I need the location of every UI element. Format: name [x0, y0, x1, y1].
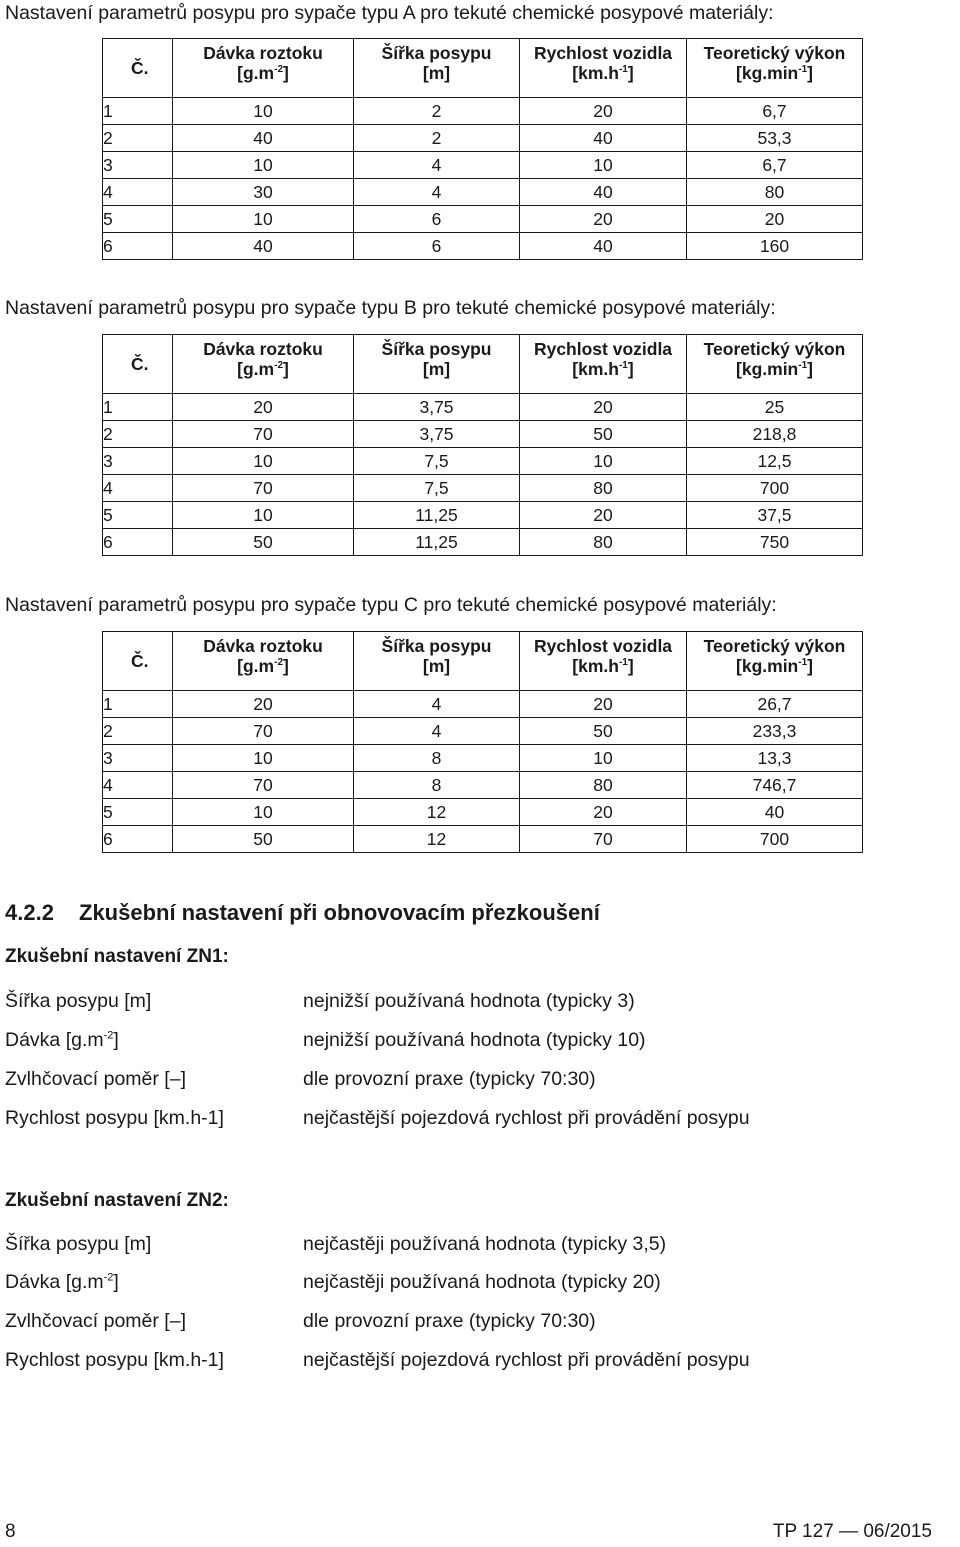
- table-cell: 53,3: [687, 125, 863, 152]
- zn2-rychlost-label: Rychlost posypu [km.h-1]: [5, 1349, 224, 1371]
- table-cell: 5: [103, 799, 173, 826]
- table-cell: 2: [103, 718, 173, 745]
- table-cell: 37,5: [687, 502, 863, 529]
- table-header-row: [103, 39, 863, 98]
- table-cell: 40: [520, 179, 687, 206]
- table-cell: 10: [173, 799, 354, 826]
- table-cell: 70: [173, 475, 354, 502]
- zn2-vlhc-label: Zvlhčovací poměr [–]: [5, 1310, 186, 1332]
- table-cell: 30: [173, 179, 354, 206]
- table-cell: 20: [520, 799, 687, 826]
- table-row: [103, 448, 863, 475]
- table-header-row: [103, 632, 863, 691]
- table-cell: 700: [687, 475, 863, 502]
- table-cell: 80: [520, 529, 687, 556]
- zn2-davka-label: Dávka $[g.m^{-2}]$: [5, 1271, 119, 1293]
- table-cell: 3,75: [354, 421, 520, 448]
- header-number: Č.: [103, 335, 173, 394]
- table-cell: 6: [354, 206, 520, 233]
- table-cell: 80: [520, 772, 687, 799]
- table-cell: 20: [173, 394, 354, 421]
- table-cell: 6: [103, 233, 173, 260]
- table-b: [102, 334, 863, 556]
- table-cell: 4: [354, 718, 520, 745]
- table-cell: 50: [520, 718, 687, 745]
- table-cell: 10: [520, 152, 687, 179]
- section-number: 4.2.2: [5, 900, 54, 925]
- table-row: [103, 179, 863, 206]
- zn2-heading: Zkušební nastavení ZN2:: [5, 1190, 229, 1211]
- table-cell: 8: [354, 772, 520, 799]
- table-cell: 11,25: [354, 529, 520, 556]
- table-cell: 3: [103, 745, 173, 772]
- header-sirka: Šířka posypu [m]: [354, 335, 520, 394]
- table-cell: 40: [520, 233, 687, 260]
- table-cell: 4: [103, 772, 173, 799]
- page-number: 8: [5, 1521, 16, 1542]
- table-cell: 2: [354, 98, 520, 125]
- table-c: [102, 631, 863, 853]
- zn1-sirka-label: Šířka posypu [m]: [5, 990, 152, 1012]
- zn1-davka-label: Dávka $[g.m^{-2}]$: [5, 1029, 119, 1051]
- table-cell: 1: [103, 394, 173, 421]
- zn1-rychlost-value: nejčastější pojezdová rychlost při provádění posypu: [303, 1107, 750, 1129]
- table-c-intro: Nastavení parametrů posypu pro sypače typu C pro tekuté chemické posypové materiály:: [5, 594, 777, 616]
- table-cell: 12,5: [687, 448, 863, 475]
- table-cell: 10: [173, 448, 354, 475]
- zn1-heading: Zkušební nastavení ZN1:: [5, 946, 229, 967]
- table-cell: 160: [687, 233, 863, 260]
- header-sirka: Šířka posypu [m]: [354, 632, 520, 691]
- table-a-intro: Nastavení parametrů posypu pro sypače typu A pro tekuté chemické posypové materiály:: [5, 2, 774, 24]
- zn1-vlhc-label: Zvlhčovací poměr [–]: [5, 1068, 186, 1090]
- table-header-row: [103, 335, 863, 394]
- table-cell: 70: [173, 772, 354, 799]
- table-b-intro: Nastavení parametrů posypu pro sypače typu B pro tekuté chemické posypové materiály:: [5, 297, 776, 319]
- table-cell: 20: [520, 206, 687, 233]
- table-cell: 80: [520, 475, 687, 502]
- table-cell: 40: [520, 125, 687, 152]
- header-davka: Dávka roztoku $[g.m^{-2}]$: [173, 632, 354, 691]
- table-cell: 4: [103, 475, 173, 502]
- table-cell: 5: [103, 206, 173, 233]
- table-cell: 10: [520, 745, 687, 772]
- header-rychlost: Rychlost vozidla $[km.h^{-1}]$: [520, 335, 687, 394]
- table-row: [103, 745, 863, 772]
- zn1-rychlost-label: Rychlost posypu [km.h-1]: [5, 1107, 224, 1129]
- table-cell: 2: [103, 125, 173, 152]
- table-row: [103, 529, 863, 556]
- table-cell: 4: [354, 179, 520, 206]
- table-cell: 50: [173, 826, 354, 853]
- table-a: [102, 38, 863, 260]
- table-cell: 10: [173, 745, 354, 772]
- header-rychlost: Rychlost vozidla $[km.h^{-1}]$: [520, 39, 687, 98]
- table-row: [103, 206, 863, 233]
- table-row: [103, 691, 863, 718]
- table-cell: 7,5: [354, 475, 520, 502]
- header-vykon: Teoretický výkon $[kg.\min^{-1}]$: [687, 632, 863, 691]
- header-vykon: Teoretický výkon $[kg.\min^{-1}]$: [687, 335, 863, 394]
- table-cell: 218,8: [687, 421, 863, 448]
- table-cell: 20: [520, 98, 687, 125]
- table-cell: 70: [173, 718, 354, 745]
- table-cell: 746,7: [687, 772, 863, 799]
- table-row: [103, 718, 863, 745]
- table-cell: 5: [103, 502, 173, 529]
- table-cell: 20: [520, 502, 687, 529]
- table-row: [103, 799, 863, 826]
- table-cell: 750: [687, 529, 863, 556]
- table-cell: 10: [173, 152, 354, 179]
- table-cell: 233,3: [687, 718, 863, 745]
- table-cell: 80: [687, 179, 863, 206]
- table-cell: 13,3: [687, 745, 863, 772]
- zn2-rychlost-value: nejčastější pojezdová rychlost při provádění posypu: [303, 1349, 750, 1371]
- table-cell: 2: [354, 125, 520, 152]
- zn2-davka-value: nejčastěji používaná hodnota (typicky 20): [303, 1271, 661, 1293]
- table-row: [103, 125, 863, 152]
- zn2-sirka-label: Šířka posypu [m]: [5, 1233, 152, 1255]
- table-cell: 12: [354, 826, 520, 853]
- table-cell: 700: [687, 826, 863, 853]
- table-cell: 20: [687, 206, 863, 233]
- table-row: [103, 421, 863, 448]
- table-cell: 12: [354, 799, 520, 826]
- table-row: [103, 826, 863, 853]
- table-cell: 6: [354, 233, 520, 260]
- table-cell: 6,7: [687, 98, 863, 125]
- table-cell: 20: [520, 691, 687, 718]
- table-cell: 70: [173, 421, 354, 448]
- header-sirka: Šířka posypu [m]: [354, 39, 520, 98]
- table-cell: 10: [520, 448, 687, 475]
- table-cell: 26,7: [687, 691, 863, 718]
- table-cell: 50: [520, 421, 687, 448]
- zn2-sirka-value: nejčastěji používaná hodnota (typicky 3,5): [303, 1233, 667, 1255]
- table-cell: 6: [103, 826, 173, 853]
- header-number: Č.: [103, 632, 173, 691]
- table-cell: 40: [687, 799, 863, 826]
- zn1-sirka-value: nejnižší používaná hodnota (typicky 3): [303, 990, 635, 1012]
- table-cell: 4: [103, 179, 173, 206]
- table-cell: 50: [173, 529, 354, 556]
- table-row: [103, 502, 863, 529]
- table-cell: 40: [173, 233, 354, 260]
- table-row: [103, 233, 863, 260]
- table-cell: 10: [173, 502, 354, 529]
- table-row: [103, 475, 863, 502]
- zn1-davka-value: nejnižší používaná hodnota (typicky 10): [303, 1029, 646, 1051]
- header-number: Č.: [103, 39, 173, 98]
- table-cell: 10: [173, 98, 354, 125]
- table-cell: 25: [687, 394, 863, 421]
- section-heading: [5, 900, 600, 926]
- table-cell: 1: [103, 691, 173, 718]
- table-cell: 20: [520, 394, 687, 421]
- table-cell: 10: [173, 206, 354, 233]
- table-cell: 7,5: [354, 448, 520, 475]
- table-cell: 6: [103, 529, 173, 556]
- table-cell: 3: [103, 448, 173, 475]
- table-row: [103, 394, 863, 421]
- table-cell: 2: [103, 421, 173, 448]
- table-cell: 3: [103, 152, 173, 179]
- table-cell: 11,25: [354, 502, 520, 529]
- table-cell: 1: [103, 98, 173, 125]
- header-davka: Dávka roztoku $[g.m^{-2}]$: [173, 335, 354, 394]
- table-cell: 8: [354, 745, 520, 772]
- table-cell: 4: [354, 152, 520, 179]
- table-row: [103, 98, 863, 125]
- table-row: [103, 772, 863, 799]
- zn2-vlhc-value: dle provozní praxe (typicky 70:30): [303, 1310, 596, 1332]
- zn1-vlhc-value: dle provozní praxe (typicky 70:30): [303, 1068, 596, 1090]
- section-title: Zkušební nastavení při obnovovacím přezkoušení: [79, 900, 600, 925]
- header-vykon: Teoretický výkon $[kg.\min^{-1}]$: [687, 39, 863, 98]
- table-cell: 4: [354, 691, 520, 718]
- table-cell: 70: [520, 826, 687, 853]
- table-cell: 3,75: [354, 394, 520, 421]
- header-davka: Dávka roztoku $[g.m^{-2}]$: [173, 39, 354, 98]
- table-cell: 6,7: [687, 152, 863, 179]
- table-cell: 40: [173, 125, 354, 152]
- header-rychlost: Rychlost vozidla $[km.h^{-1}]$: [520, 632, 687, 691]
- table-cell: 20: [173, 691, 354, 718]
- document-code: TP 127 — 06/2015: [772, 1521, 932, 1542]
- table-row: [103, 152, 863, 179]
